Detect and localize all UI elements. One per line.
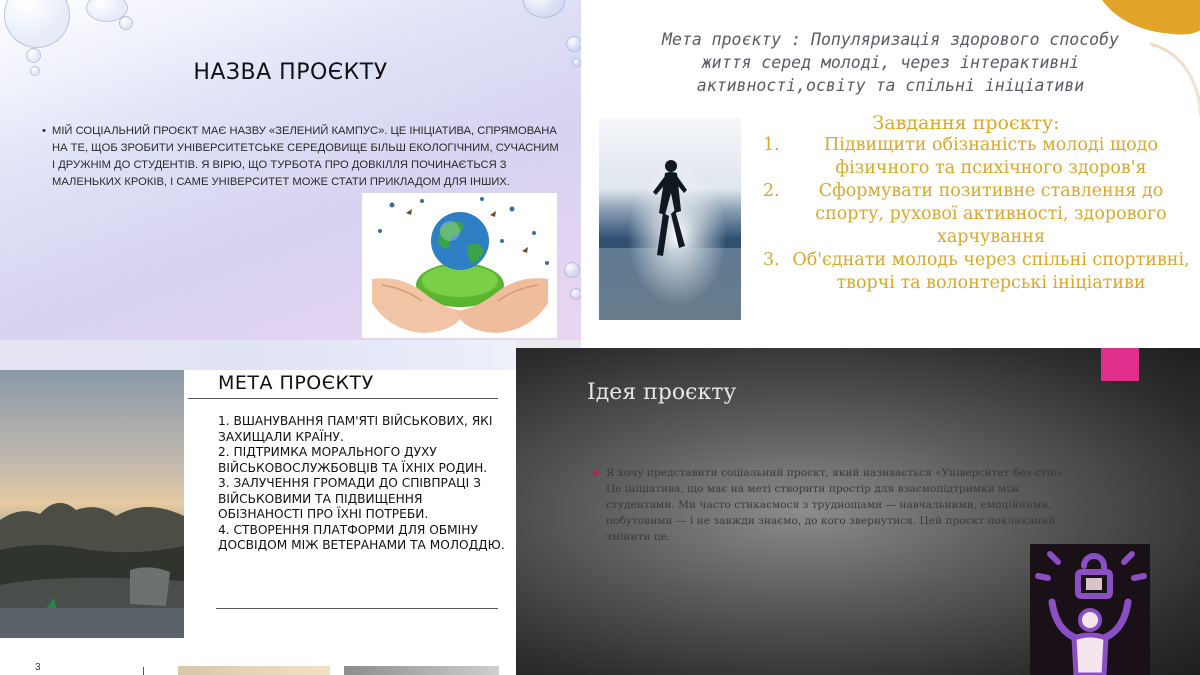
task-text: Об'єднати молодь через спільні спортивні, творчі та волонтерські ініціативи — [792, 250, 1190, 293]
sunset-landscape-icon — [0, 370, 184, 638]
water-drop-decoration — [566, 36, 581, 52]
water-drop-decoration — [523, 0, 565, 18]
task-number: 1. — [763, 135, 780, 155]
project-goal — [581, 28, 1200, 97]
task-number: 2. — [763, 181, 780, 201]
hands-holding-globe-icon — [362, 193, 557, 338]
goals-list — [218, 414, 508, 554]
task-item — [751, 249, 1191, 295]
slide-project-name — [0, 0, 581, 340]
task-text: Сформувати позитивне ставлення до спорту, рухової активності, здорового харчування — [815, 181, 1167, 247]
thumbnail-image — [178, 666, 330, 675]
footer-tick — [143, 667, 144, 675]
project-description: • МІЙ СОЦІАЛЬНИЙ ПРОЄКТ МАЄ НАЗВУ «ЗЕЛЕНИЙ КАМПУС». ЦЕ ІНІЦІАТИВА, СПРЯМОВАНА НА ТЕ, ЩОБ ЗРОБИТИ УНІВЕРСИТЕТСЬКЕ СЕРЕДОВИЩЕ БІЛЬШ ЕКОЛОГІЧНИМ, СУЧАСНИМ І ДРУЖНІМ ДО СТУДЕНТІВ. Я ВІРЮ, ЩО ТУРБОТА ПРО ДОВКІЛЛЯ ПОЧИНАЄТЬСЯ З МАЛЕНЬКИХ КРОКІВ, І САМЕ УНІВЕРСИТЕТ МОЖЕ СТАТИ ПРИКЛАДОМ ДЛЯ ІНШИХ. — [52, 123, 562, 191]
goal-item: 2. ПІДТРИМКА МОРАЛЬНОГО ДУХУ ВІЙСЬКОВОСЛУЖБОВЦІВ ТА ЇХНІХ РОДИН. — [218, 445, 488, 475]
title-underline — [188, 398, 498, 399]
water-drop-decoration — [564, 262, 580, 278]
water-drop-decoration — [4, 0, 70, 48]
page-number: 3 — [35, 662, 41, 673]
slide-title: МЕТА ПРОЄКТУ — [218, 372, 374, 394]
goal-item: 3. ЗАЛУЧЕННЯ ГРОМАДИ ДО СПІВПРАЦІ З ВІЙСЬКОВИМИ ТА ПІДВИЩЕННЯ ОБІЗНАНОСТІ ПРО ЇХНІ ПОТРЕБИ. — [218, 476, 481, 521]
goal-item: 1. ВШАНУВАННЯ ПАМ'ЯТІ ВІЙСЬКОВИХ, ЯКІ ЗАХИЩАЛИ КРАЇНУ. — [218, 414, 493, 444]
task-item — [751, 134, 1191, 180]
goal-line: життя серед молоді, через інтерактивні — [701, 53, 1080, 72]
slide-project-idea — [516, 348, 1200, 675]
tasks-title: Завдання проєкту: — [872, 112, 1060, 134]
goal-line: Мета проєкту : Популяризація здорового способу — [662, 30, 1119, 49]
water-drop-decoration — [570, 288, 581, 300]
task-text: Підвищити обізнаність молоді щодо фізичного та психічного здоров'я — [824, 135, 1158, 178]
tasks-list — [751, 134, 1191, 295]
goal-item: 4. СТВОРЕННЯ ПЛАТФОРМИ ДЛЯ ОБМІНУ ДОСВІДОМ МІЖ ВЕТЕРАНАМИ ТА МОЛОДДЮ. — [218, 522, 505, 552]
runner-on-beach-icon — [599, 118, 741, 320]
slide-project-goal-health — [581, 0, 1200, 348]
slide-title: Ідея проєкту — [587, 380, 737, 405]
water-drop-decoration — [119, 16, 133, 30]
accent-square — [1101, 348, 1139, 381]
goal-line: активності,освіту та спільні ініціативи — [696, 76, 1085, 95]
slide-project-goal-military — [0, 340, 516, 675]
task-number: 3. — [763, 250, 780, 270]
thumbnail-image — [344, 666, 499, 675]
bottom-divider — [216, 608, 498, 609]
project-idea-description: ▪ Я хочу представити соціальний проєкт, який називається «Університет без стін». Це ініціатива, що має на меті створити простір для взаємопідтримки між студентами. Ми часто стикаємося з труднощами — навчальними, емоційними, побутовими — і не завжди знаємо, до кого звернутися. Цей проєкт покликаний змінити це. — [606, 465, 1074, 545]
task-item — [751, 180, 1191, 249]
unlocked-person-icon — [1030, 544, 1150, 675]
slide-title: НАЗВА ПРОЄКТУ — [193, 60, 388, 85]
slide-top-band — [0, 340, 516, 370]
